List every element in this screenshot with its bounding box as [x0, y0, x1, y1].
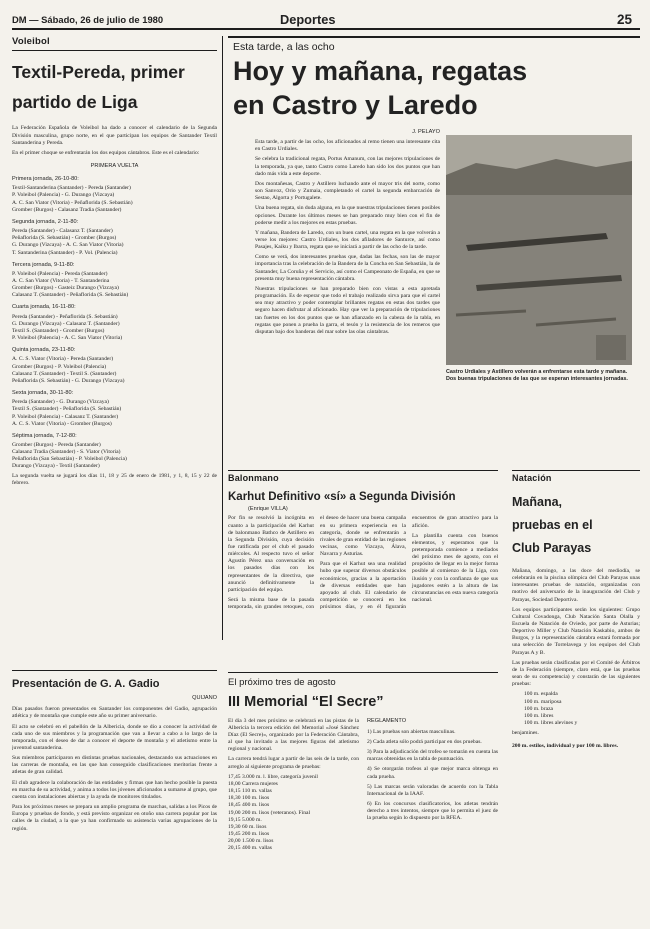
gadio-paragraph: Sus miembros participaron en distintas pruebas nacionales, destacando sus actuaciones en las carreras de montaña, en las que han conseguido clasificaciones meritorias frente a atletas de gran calidad.: [12, 755, 217, 776]
gadio-paragraph: El club agradece la colaboración de las entidades y firmas que han hecho posible la puesta en marcha de su actividad, y anima a todos los jóvenes aficionados a sumarse al grupo, que cuenta con instalaciones abiertas y la ayuda de monitores titulados.: [12, 779, 217, 800]
voleibol-paragraph: En el primer choque se enfrentarán los dos equipos cántabros. Este es el calendario:: [12, 149, 200, 156]
masthead-rule: [12, 28, 640, 30]
match-line: Gromber (Burgos) - Calasanz Tradia (Santander): [12, 206, 122, 213]
schedule-line: 20,15 400 m. vallas: [228, 845, 272, 852]
schedule-line: 18,00 Carrera mujeres: [228, 780, 278, 787]
round-title: Primera jornada, 26-10-80:: [12, 176, 79, 183]
masthead-section: Deportes: [280, 12, 336, 27]
memorial-top-rule: [228, 672, 498, 673]
column-divider: [222, 36, 223, 640]
regulation-item: 2) Cada atleta sólo podrá participar en dos pruebas.: [367, 739, 482, 746]
regatas-paragraph: Y mañana, Bandera de Laredo, con un buen cartel, una regata en la que volverán a verse los mejores: Castro Urdiales, los dos afiladores de Santurce, así como Pasajes, Kaiku y Ibarra, regata que se iniciará a partir de las ocho de la tarde.: [255, 229, 440, 251]
memorial-headline: III Memorial “El Secre”: [228, 694, 384, 711]
voleibol-paragraph: La Federación Española de Voleibol ha dado a conocer el calendario de la Segunda División masculina, grupo norte, en el que participan los equipos de Santander Textil Santanderina y Pereda.: [12, 125, 217, 146]
match-line: Pereda (Santander) - Calasanz T. (Santander): [12, 228, 113, 235]
schedule-line: 19,15 5.000 m.: [228, 816, 262, 823]
swim-event: 100 m. libres alevines y: [524, 720, 578, 727]
memorial-regl-title: REGLAMENTO: [367, 717, 407, 724]
match-line: A. C. S. Viator (Vitoria) - Pereda (Santander): [12, 356, 114, 363]
balonmano-top-rule: [228, 470, 498, 471]
page-number: 25: [617, 12, 633, 27]
voleibol-intro: [12, 125, 217, 157]
regatas-headline-2: en Castro y Laredo: [233, 90, 478, 121]
balonmano-paragraph: La plantilla cuenta con buenos elementos, y esperamos que la pretemporada comience a mediados del próximo mes de agosto, con el propósito de llegar en la mejor forma posible al comienzo de la Liga, con ilusión y con la confianza de que sus jugadores estén a la altura de las circunstancias en esta nueva categoría nacional.: [412, 532, 498, 604]
match-line: Calasanz Tradia (Santander) - S. Viator (Vitoria): [12, 449, 121, 456]
voleibol-section-rule: [12, 50, 217, 51]
round-title: Séptima jornada, 7-12-80:: [12, 432, 77, 439]
match-line: Textil-Santanderina (Santander) - Pereda (Santander): [12, 185, 131, 192]
match-line: P. Voleibol (Palencia) - A. C. San Viator (Vitoria): [12, 335, 123, 342]
balonmano-section-label: Balonmano: [228, 473, 279, 483]
regulation-item: 6) En los concursos clasificatorios, los atletas tendrán derecho a tres intentos, siempre que lo permita el juez de la prueba según lo dispuesto por la RFEA.: [367, 801, 498, 822]
natacion-article: [512, 470, 640, 928]
natacion-paragraph: Las pruebas serán clasificadas por el Comité de Árbitros de la Federación (siempre, claro está, que las pruebas sean de su competencia) y constarán de las siguientes pruebas:: [512, 659, 640, 688]
round-title: Cuarta jornada, 16-11-80:: [12, 304, 76, 311]
regatas-byline: J. PELAYO: [412, 128, 440, 135]
gadio-article: [12, 670, 217, 928]
swim-event: 100 m. libres: [524, 712, 554, 719]
match-line: Calasanz T. (Santander) - Peñaflorida (S. Sebastián): [12, 292, 129, 299]
voleibol-closing: La segunda vuelta se jugará los días 11, 18 y 25 de enero de 1981, y 1, 8, 15 y 22 de febrero.: [12, 472, 217, 486]
schedule-line: 18,15 110 m. vallas: [228, 788, 272, 795]
schedule-line: 17,45 3.000 m. l. libre, categoría juvenil: [228, 773, 318, 780]
match-line: Peñaflorida (San Sebastián) - P. Voleibol (Palencia): [12, 456, 127, 463]
swim-event: 100 m. braza: [524, 705, 554, 712]
natacion-top-rule: [512, 470, 640, 471]
match-line: P. Voleibol (Palencia) - Calasanz T. (Santander): [12, 413, 119, 420]
memorial-paragraph: El día 3 del mes próximo se celebrará en las pistas de la Albericia la tercera edición del Memorial «José Sánchez Díaz (El Secre)», organizado por la Federación Cántabra, al que ha invitado a las mejores figuras del atletismo regional y nacional.: [228, 717, 359, 753]
match-line: Calasanz T. (Santander) - Textil S. (Santander): [12, 370, 117, 377]
rowing-photo-image: [446, 135, 632, 365]
gadio-paragraph: Días pasados fueron presentados en Santander los componentes del Gadio, agrupación atlética y de montaña que cumple este año su primer aniversario.: [12, 706, 217, 720]
natacion-event-tail: benjamines.: [512, 730, 539, 737]
match-line: T. Santanderina (Santander) - P. Vol. (Palencia): [12, 249, 118, 256]
natacion-body: [512, 568, 640, 689]
regulation-item: 3) Para la adjudicación del trofeo se tomarán en cuenta las marcas obtenidas en la tabla de puntuación.: [367, 749, 498, 763]
round-title: Quinta jornada, 23-11-80:: [12, 347, 76, 354]
schedule-line: 18,30 100 m. lisos: [228, 795, 270, 802]
voleibol-rounds: [12, 176, 217, 470]
schedule-line: 20,00 1.500 m. lisos: [228, 838, 274, 845]
rowing-photo: [446, 135, 632, 365]
schedule-line: 19,30 60 m. lisos: [228, 823, 267, 830]
swim-event: 100 m. mariposa: [524, 698, 562, 705]
voleibol-article: [12, 36, 217, 651]
balonmano-paragraph: Será la misma base de la pasada temporada, sin grandes retoques, con el deseo de hacer una buena campaña en su primera experiencia en la categoría, donde se enfrentarán a rivales de gran entidad de las regiones vecinas, como Vizcaya, Álava, Navarra y Asturias.: [228, 515, 406, 611]
round-title: Tercera jornada, 9-11-80:: [12, 261, 75, 268]
memorial-article: [228, 672, 498, 928]
natacion-final: 200 m. estilos, individual y por 100 m. libres.: [512, 743, 619, 750]
match-line: Durango (Vizcaya) - Textil (Santander): [12, 463, 100, 470]
regulation-item: 1) Las pruebas son abiertas masculinas.: [367, 728, 456, 735]
regatas-headline-1: Hoy y mañana, regatas: [233, 56, 528, 87]
regatas-paragraph: Se celebra la tradicional regata, Portus Amanum, con las mejores tripulaciones de la temporada, ya que, tanto Castro como Laredo han sido los dos puntos que han dado más vida a este deporte.: [255, 156, 440, 177]
match-line: G. Durango (Vizcaya) - A. C. San Viator (Vitoria): [12, 242, 124, 249]
regatas-kicker: Esta tarde, a las ocho: [233, 41, 335, 53]
natacion-section-label: Natación: [512, 473, 552, 483]
gadio-body: [12, 706, 217, 833]
regulation-item: 5) Las marcas serán valoradas de acuerdo con la Tabla Internacional de la IAAF.: [367, 783, 498, 797]
schedule-line: 19,45 200 m. lisos: [228, 831, 270, 838]
gadio-paragraph: Para los próximos meses se prepara un amplio programa de marchas, salidas a los Picos de Europa y pruebas de fondo, y está previsto organizar en otoño una carrera popular por las calles de la ciudad, a la que ya han confirmado su asistencia varias agrupaciones de la región.: [12, 804, 217, 832]
voleibol-headline: Textil-Pereda, primer partido de Liga: [12, 62, 185, 113]
match-line: Peñaflorida (S. Sebastián) - G. Durango (Vizcaya): [12, 377, 125, 384]
match-line: Textil S. (Santander) - Gromber (Burgos): [12, 327, 105, 334]
gadio-byline: QUIJANO: [192, 695, 217, 702]
regulation-item: 4) Se otorgarán trofeos al que mejor marca obtenga en cada prueba.: [367, 766, 498, 780]
regatas-photo-caption: Castro Urdiales y Astillero volverán a enfrentarse esta tarde y mañana. Dos buenas tripulaciones de las que se esperan interesantes jornadas.: [446, 368, 628, 383]
match-line: Textil S. (Santander) - Peñaflorida (S. Sebastián): [12, 406, 122, 413]
memorial-body: [228, 718, 359, 771]
schedule-line: 19,00 200 m. lisos (veteranos). Final: [228, 809, 311, 816]
balonmano-body: [228, 515, 498, 665]
natacion-events: [524, 691, 640, 727]
regatas-body: [255, 139, 440, 372]
match-line: A. C. S. Viator (Vitoria) - Gromber (Burgos): [12, 420, 112, 427]
voleibol-phase-title: PRIMERA VUELTA: [90, 162, 139, 169]
gadio-headline: Presentación de G. A. Gadio: [12, 678, 160, 690]
masthead-edition: DM — Sábado, 26 de julio de 1980: [12, 14, 164, 25]
match-line: P. Voleibol (Palencia) - G. Durango (Vizcaya): [12, 192, 115, 199]
regatas-paragraph: Dos montañesas, Castro y Astillero luchando ante el mayor tris del norte, como son Sanvoz, Orio y Zumaia, completando el cartel la segunda embarcación de Sestao, Algorta y Portugalete.: [255, 180, 440, 202]
gadio-top-rule: [12, 670, 217, 671]
memorial-paragraph: La carrera tendrá lugar a partir de las seis de la tarde, con arreglo al siguiente programa de pruebas:: [228, 756, 359, 770]
round-title: Segunda jornada, 2-11-80:: [12, 218, 79, 225]
match-line: A. C. San Viator (Vitoria) - Peñaflorida (S. Sebastián): [12, 199, 133, 206]
match-line: Gromber (Burgos) - Pereda (Santander): [12, 441, 101, 448]
natacion-headline-3: Club Parayas: [512, 540, 592, 555]
memorial-schedule: [228, 774, 359, 853]
voleibol-section-label: Voleibol: [12, 36, 50, 47]
regatas-article: [228, 36, 640, 466]
balonmano-article: [228, 470, 498, 666]
balonmano-byline: (Enrique VILLA): [248, 506, 288, 513]
regatas-paragraph: Una buena regata, sin duda alguna, en la que nuestras tripulaciones tienen posibles opciones. Durante los últimos meses se han preparado muy bien con el fin de poderse medir a los mejores en estas pruebas.: [255, 205, 440, 226]
schedule-line: 18,45 400 m. lisos: [228, 802, 270, 809]
natacion-headline-1: Mañana,: [512, 494, 563, 509]
swim-event: 100 m. espalda: [524, 691, 558, 698]
natacion-headline-2: pruebas en el: [512, 517, 593, 532]
match-line: Peñaflorida (S. Sebastián) - Gromber (Burgos): [12, 235, 117, 242]
match-line: Gromber (Burgos) - P. Voleibol (Palencia): [12, 363, 107, 370]
memorial-kicker: El próximo tres de agosto: [228, 677, 336, 688]
match-line: Pereda (Santander) - Peñaflorida (S. Sebastián): [12, 313, 118, 320]
round-title: Sexta jornada, 30-11-80:: [12, 390, 74, 397]
regatas-paragraph: Esta tarde, a partir de las ocho, los aficionados al remo tienen una interesante cita en Castro Urdiales.: [255, 139, 440, 153]
match-line: Gromber (Burgos) - Gasteiz Durango (Vizcaya): [12, 285, 119, 292]
match-line: A. C. San Viator (Vitoria) - T. Santanderina: [12, 278, 110, 284]
memorial-regulations: [367, 729, 498, 823]
gadio-paragraph: El acto se celebró en el pabellón de la Albericia, donde se dio a conocer la actividad de cada uno de sus miembros y la programación que van a llevar a cabo a lo largo de la temporada, con el deseo de dar a conocer el deporte de montaña y el atletismo entre la juventud santanderina.: [12, 723, 217, 752]
regatas-top-rule: [228, 36, 640, 38]
match-line: Pereda (Santander) - G. Durango (Vizcaya): [12, 399, 109, 406]
match-line: G. Durango (Vizcaya) - Calasanz T. (Santander): [12, 320, 120, 327]
balonmano-paragraph: Por fin se resolvió la incógnita en cuanto a la participación del Karhut de balonmano Bathco de Astillero en la Segunda División, cuya decisión fue ratificada por el club el pasado miércoles. Al respecto tuvo el señor Agustín Pérez una conversación en los pasados días con los representantes de la directiva, que anunció definitivamente la participación del equipo.: [228, 515, 314, 593]
natacion-paragraph: Los equipos participantes serán los siguientes: Grupo Cultural Covadonga, Club Natación Santa Olalla y Escuela de Natación de Oviedo, por parte de Asturias; Deportivo Miller y Club Natación Kaskabio, ambos de Burgos, y la representación cántabra estará formada por una selección de Torrelavega y los equipos del Club Parayas A y B.: [512, 606, 640, 656]
match-line: P. Voleibol (Palencia) - Pereda (Santander): [12, 270, 108, 277]
regatas-paragraph: Nuestras tripulaciones se han preparado bien con vistas a esta apretada programación. Es de esperar que todo el trabajo realizado sirva para que el cartel sea muy atractivo y poder contemplar brillantes regatas en estas dos tardes que seguro hacen disfrutar al aficionado. Hay que ver la preparación de tripulaciones tan fuertes en los dos puntos que se han afianzado en la cabeza de la tabla, en regatas que ponen a prueba la garra, el tesón y la resistencia de los remeros que disputan bajo dos banderas del mar sobre las olas cántabras.: [255, 285, 440, 335]
balonmano-paragraph: Para que el Karhut sea una realidad hubo que superar diversos obstáculos económicos, gracias a la aportación de diversas entidades que han apoyado al club. El calendario de competición se conocerá en los próximos días, y en él figurarán encuentros de gran atractivo para la afición.: [320, 515, 498, 611]
balonmano-headline: Karhut Definitivo «sí» a Segunda División: [228, 490, 456, 503]
natacion-paragraph: Mañana, domingo, a las doce del mediodía, se celebrarán en la piscina olímpica del Club Parayas unas interesantes pruebas de natación, organizadas con motivo del aniversario de la inauguración del Club y Parayas, Sociedad Deportiva.: [512, 567, 640, 603]
regatas-paragraph: Como se verá, dos interesantes pruebas que, dadas las fechas, son las de mayor importancia tras la celebración de la Bandera de la Concha en San Sebastián, la de Santander, La Coruña y el Servicio, así como el Campeonato de España, en que se presenta muy buena representación cántabra.: [255, 254, 440, 282]
